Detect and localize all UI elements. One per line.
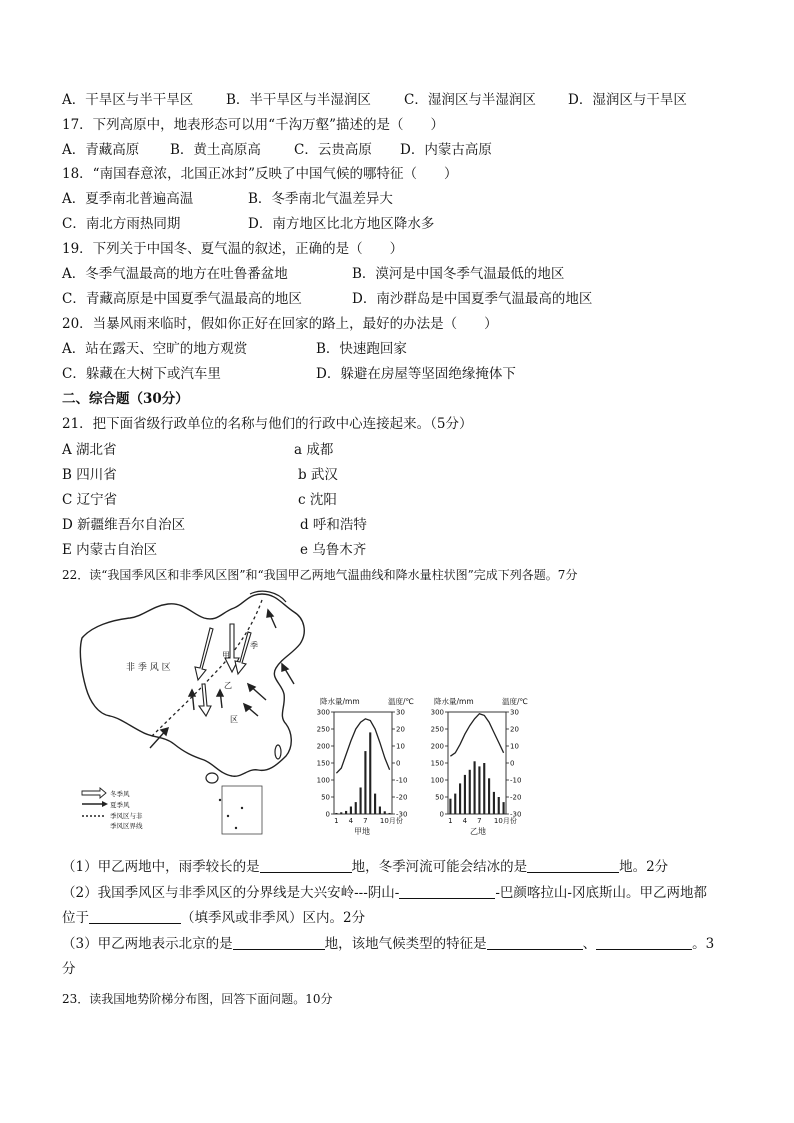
jia-temp-tick-label: -10	[396, 776, 408, 785]
yi-precip-bar	[483, 763, 485, 814]
q20-option-d: D．躲避在房屋等坚固绝缘掩体下	[316, 366, 516, 382]
yi-month-label: 4	[462, 817, 468, 825]
q18-stem: 18．“南国春意浓，北国正冰封”反映了中国气候的哪特征（ ）	[62, 166, 458, 182]
q21-capital-e: e 乌鲁木齐	[300, 542, 367, 558]
jia-precip-tick-label: 50	[321, 793, 330, 802]
q22-sub3-suffix: 。3	[692, 936, 715, 952]
q20-option-c: C．躲藏在大树下或汽车里	[62, 366, 221, 382]
climate-chart-jia	[317, 696, 414, 836]
jia-precip-bar	[340, 812, 342, 814]
q22-stem: 22．读“我国季风区和非季风区图”和“我国甲乙两地气温曲线和降水量柱状图”完成下列各题。7分	[62, 568, 578, 582]
answer-blank[interactable]	[527, 858, 619, 873]
jia-month-label: 7	[363, 817, 368, 825]
q16-option-b: B．半干旱区与半湿润区	[226, 92, 371, 108]
answer-blank[interactable]	[399, 884, 495, 899]
q19-stem: 19．下列关于中国冬、夏气温的叙述，正确的是（ ）	[62, 241, 404, 257]
answer-blank[interactable]	[487, 935, 583, 950]
q19-option-a: A．冬季气温最高的地方在吐鲁番盆地	[62, 266, 288, 282]
yi-month-label: 7	[477, 817, 482, 825]
q22-sub3-prefix: （3）甲乙两地表示北京的是	[62, 936, 233, 952]
yi-temp-curve	[450, 714, 503, 757]
climate-chart-yi	[431, 696, 528, 836]
q18-option-c: C．南北方雨热同期	[62, 216, 181, 232]
q18-option-b: B．冬季南北气温差异大	[248, 191, 393, 207]
q21-province-c: C 辽宁省	[62, 492, 118, 508]
q22-sub2-suffix: -巴颜喀拉山-冈底斯山。甲乙两地都	[495, 885, 707, 901]
q16-option-c: C．湿润区与半湿润区	[404, 92, 536, 108]
q17-option-c: C．云贵高原	[294, 142, 372, 158]
q22-sub2-line2-prefix: 位于	[62, 910, 89, 926]
jia-precip-tick-label: 150	[316, 759, 330, 768]
jia-month-label: 1	[334, 817, 339, 825]
yi-precip-bar	[488, 778, 490, 814]
yi-temp-tick-label: -20	[510, 793, 522, 802]
yi-precip-tick-label: 0	[439, 810, 444, 819]
yi-precip-tick-label: 300	[430, 708, 444, 717]
jia-temp-curve	[336, 719, 389, 773]
q18-option-a: A．夏季南北普遍高温	[62, 191, 194, 207]
q22-sub1-suffix: 地。2分	[619, 859, 669, 875]
yi-temp-tick-label: -30	[510, 810, 522, 819]
q22-sub2-line2	[62, 909, 365, 927]
yi-precip-bar	[459, 783, 461, 814]
jia-precip-bar	[335, 813, 337, 814]
jia-temp-tick-label: -20	[396, 793, 408, 802]
q16-option-d: D．湿润区与干旱区	[568, 92, 687, 108]
q22-sub3-sep: 、	[582, 936, 597, 952]
yi-temp-tick-label: 30	[510, 708, 519, 717]
yi-precip-bar	[478, 766, 480, 814]
q17-stem: 17．下列高原中，地表形态可以用“千沟万壑”描述的是（ ）	[62, 117, 444, 133]
monsoon-map	[80, 591, 304, 834]
q22-sub1-mid: 地，冬季河流可能会结冰的是	[351, 859, 528, 875]
q18-option-d: D．南方地区比北方地区降水多	[248, 216, 435, 232]
yi-precip-axis-title: 降水量/mm	[434, 697, 474, 706]
q22-sub2	[62, 884, 707, 902]
yi-temp-tick-label: -10	[510, 776, 522, 785]
map-legend	[82, 788, 143, 830]
yi-precip-bar	[449, 799, 451, 814]
yi-precip-bar	[464, 775, 466, 814]
jia-precip-bar	[364, 751, 366, 814]
q21-province-b: B 四川省	[62, 467, 117, 483]
jia-precip-axis-title: 降水量/mm	[320, 697, 360, 706]
q21-province-e: E 内蒙古自治区	[62, 542, 158, 558]
yi-precip-tick-label: 250	[430, 725, 444, 734]
jia-precip-tick-label: 250	[316, 725, 330, 734]
jia-temp-axis-title: 温度/℃	[388, 697, 414, 706]
jia-precip-bar	[374, 794, 376, 814]
yi-precip-tick-label: 50	[435, 793, 444, 802]
jia-month-label: 10月份	[379, 817, 403, 825]
q22-sub2-line2-suffix: （填季风或非季风）区内。2分	[181, 910, 366, 926]
jia-temp-tick-label: 30	[396, 708, 405, 717]
jia-precip-tick-label: 100	[316, 776, 330, 785]
yi-precip-tick-label: 100	[430, 776, 444, 785]
answer-blank[interactable]	[89, 909, 181, 924]
q21-stem: 21．把下面省级行政单位的名称与他们的行政中心连接起来。（5分）	[62, 416, 473, 432]
q21-province-d: D 新疆维吾尔自治区	[62, 517, 186, 533]
legend-boundary-2: 季风区界线	[110, 822, 143, 830]
jia-month-label: 4	[348, 817, 354, 825]
non-monsoon-label: 非 季 风 区	[126, 663, 171, 673]
jia-precip-bar	[389, 813, 391, 814]
q20-stem: 20．当暴风雨来临时，假如你正好在回家的路上，最好的办法是（ ）	[62, 316, 498, 332]
yi-temp-tick-label: 20	[510, 725, 519, 734]
q17-option-a: A．青藏高原	[62, 142, 140, 158]
q22-figure	[72, 588, 552, 838]
yi-precip-bar	[493, 792, 495, 814]
yi-precip-bar	[503, 802, 505, 814]
q16-option-a: A．干旱区与半干旱区	[62, 92, 194, 108]
yi-month-label: 1	[448, 817, 453, 825]
answer-blank[interactable]	[596, 935, 692, 950]
q22-sub3	[62, 935, 714, 953]
q22-sub2-prefix: （2）我国季风区与非季风区的分界线是大兴安岭---阴山-	[62, 885, 400, 901]
q19-option-d: D．南沙群岛是中国夏季气温最高的地区	[352, 291, 593, 307]
jia-precip-bar	[369, 732, 371, 814]
q22-sub3-line2: 分	[62, 961, 76, 977]
yi-precip-bar	[454, 794, 456, 814]
jia-precip-tick-label: 0	[325, 810, 330, 819]
yi-precip-bar	[498, 797, 500, 814]
yi-precip-tick-label: 150	[430, 759, 444, 768]
jia-caption: 甲地	[354, 827, 370, 836]
yi-precip-bar	[469, 770, 471, 814]
yi-caption: 乙地	[470, 827, 486, 836]
jia-precip-bar	[360, 787, 362, 814]
legend-summer-monsoon: 夏季风	[110, 801, 130, 809]
q23-stem: 23．读我国地势阶梯分布图，回答下面问题。10分	[62, 992, 333, 1006]
answer-blank[interactable]	[233, 935, 325, 950]
map-mark-yi: 乙	[224, 681, 232, 690]
jia-precip-bar	[350, 807, 352, 814]
legend-boundary-1: 季风区与非	[110, 812, 143, 820]
yi-temp-axis-title: 温度/℃	[502, 697, 528, 706]
yi-temp-tick-label: 10	[510, 742, 519, 751]
monsoon-label-qu: 区	[230, 715, 238, 724]
jia-temp-tick-label: 20	[396, 725, 405, 734]
answer-blank[interactable]	[260, 858, 352, 873]
q17-option-b: B．黄土高原高	[170, 142, 261, 158]
q21-capital-a: a 成都	[294, 442, 334, 458]
q21-capital-b: b 武汉	[298, 467, 338, 483]
q22-sub1-prefix: （1）甲乙两地中，雨季较长的是	[62, 859, 260, 875]
jia-precip-tick-label: 300	[316, 708, 330, 717]
legend-winter-monsoon: 冬季风	[110, 790, 130, 798]
jia-precip-bar	[384, 811, 386, 814]
yi-month-label: 10月份	[493, 817, 517, 825]
yi-precip-bar	[474, 761, 476, 814]
map-mark-jia: 甲	[222, 651, 230, 660]
jia-temp-tick-label: 10	[396, 742, 405, 751]
jia-temp-tick-label: -30	[396, 810, 408, 819]
jia-precip-bar	[355, 802, 357, 814]
q17-option-d: D．内蒙古高原	[400, 142, 492, 158]
q22-sub3-mid: 地，该地气候类型的特征是	[324, 936, 487, 952]
q19-option-c: C．青藏高原是中国夏季气温最高的地区	[62, 291, 302, 307]
jia-precip-bar	[345, 811, 347, 814]
yi-temp-tick-label: 0	[510, 759, 515, 768]
jia-temp-tick-label: 0	[396, 759, 401, 768]
yi-plot-frame	[448, 712, 506, 814]
monsoon-label-ji: 季	[250, 641, 258, 650]
q19-option-b: B．漠河是中国冬季气温最低的地区	[352, 266, 565, 282]
jia-precip-bar	[379, 807, 381, 814]
yi-precip-tick-label: 200	[430, 742, 444, 751]
q22-sub1	[62, 858, 668, 876]
jia-precip-tick-label: 200	[316, 742, 330, 751]
q20-option-b: B．快速跑回家	[316, 341, 407, 357]
section-title: 二、综合题（30分）	[62, 391, 189, 407]
q21-capital-d: d 呼和浩特	[300, 517, 367, 533]
q21-capital-c: c 沈阳	[298, 492, 337, 508]
q20-option-a: A．站在露天、空旷的地方观赏	[62, 341, 248, 357]
q21-province-a: A 湖北省	[62, 442, 117, 458]
